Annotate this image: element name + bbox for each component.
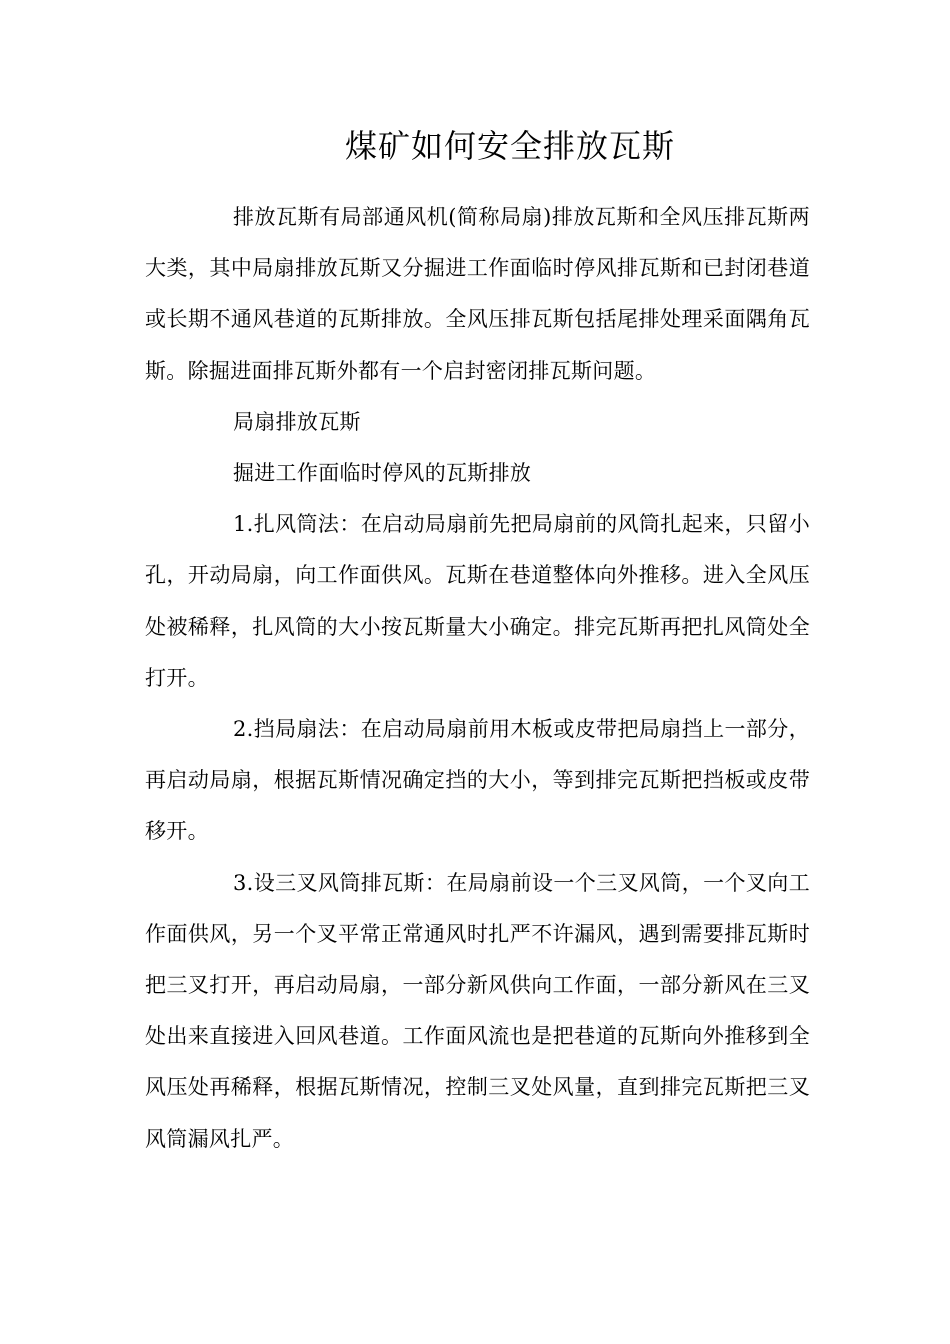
paragraph-intro: 排放瓦斯有局部通风机(简称局扇)排放瓦斯和全风压排瓦斯两大类，其中局扇排放瓦斯又分掘进工作面临时停风排瓦斯和已封闭巷道或长期不通风巷道的瓦斯排放。全风压排瓦斯包括尾排处理采面隅角瓦斯。除掘进面排瓦斯外都有一个启封密闭排瓦斯问题。 [145,205,810,383]
paragraph-method-3: 3.设三叉风筒排瓦斯：在局扇前设一个三叉风筒，一个叉向工作面供风，另一个叉平常正常通风时扎严不许漏风，遇到需要排瓦斯时把三叉打开，再启动局扇，一部分新风供向工作面，一部分新风在三叉处出来直接进入回风巷道。工作面风流也是把巷道的瓦斯向外推移到全风压处再稀释，根据瓦斯情况，控制三叉处风量，直到排完瓦斯把三叉风筒漏风扎严。 [145,870,810,1151]
document-title: 煤矿如何安全排放瓦斯 [344,127,675,165]
paragraph-method-2: 2.挡局扇法：在启动局扇前用木板或皮带把局扇挡上一部分，再启动局扇，根据瓦斯情况确定挡的大小，等到排完瓦斯把挡板或皮带移开。 [145,717,810,844]
document-body [145,192,810,1165]
section-heading-local-fan: 局扇排放瓦斯 [233,409,361,434]
subsection-heading-temporary-stop: 掘进工作面临时停风的瓦斯排放 [233,461,532,486]
paragraph-method-1: 1.扎风筒法：在启动局扇前先把局扇前的风筒扎起来，只留小孔，开动局扇，向工作面供风。瓦斯在巷道整体向外推移。进入全风压处被稀释，扎风筒的大小按瓦斯量大小确定。排完瓦斯再把扎风筒处全打开。 [145,512,810,690]
